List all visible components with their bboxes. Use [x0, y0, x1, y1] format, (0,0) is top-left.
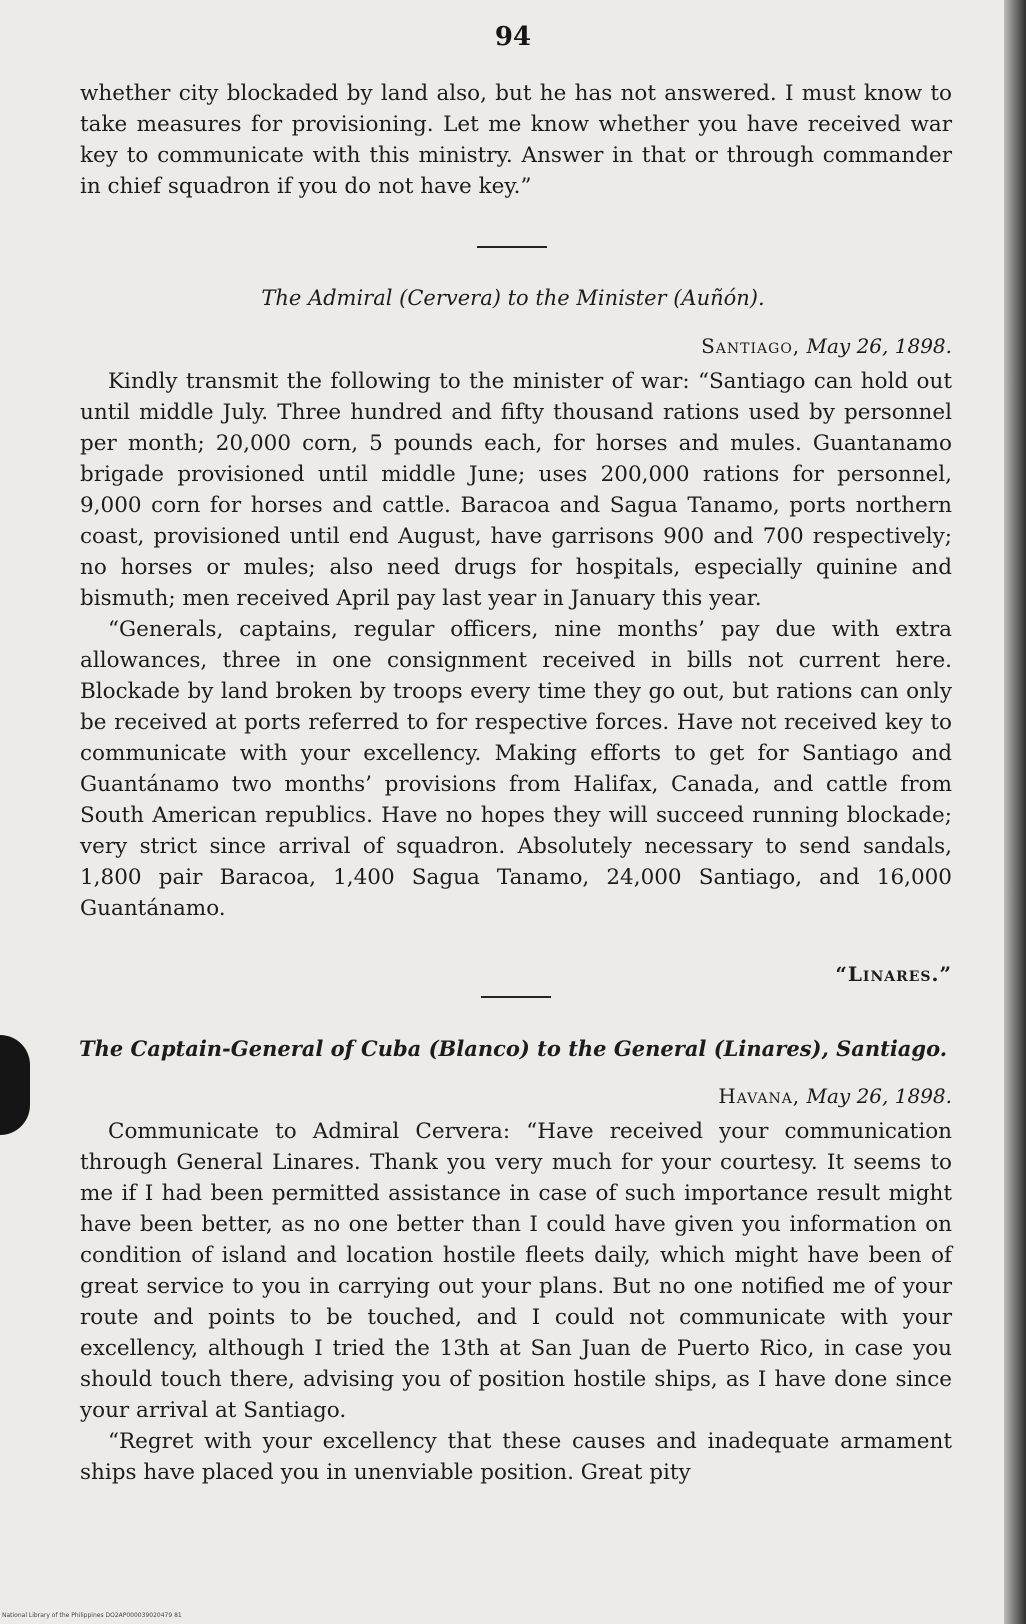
paragraph: Communicate to Admiral Cervera: “Have received your communication through General Linares. Thank you very much for your courtesy. It seems to me if I had been permitted assistance in case of such importance result might have been better, as no one better than I could have given you information on condition of island and location hostile fleets daily, which might have been of great service to you in carrying out your plans. But no one notified me of your route and points to be touched, and I could not communicate with your excellency, although I tried the 13th at San Juan de Puerto Rico, in case you should touch there, advising you of position hostile ships, as I have done since your arrival at Santiago.	[80, 1119, 952, 1423]
signature-linares: “Linares.”	[835, 962, 952, 986]
binding-shadow	[0, 1035, 30, 1135]
scan-footer: National Library of the Philippines DO2AP000039020479 81	[2, 1612, 182, 1619]
section-divider	[477, 246, 547, 248]
section-3-body	[80, 1116, 952, 1488]
continued-paragraph: whether city blockaded by land also, but he has not answered. I must know to take measures for provisioning. Let me know whether you have received war key to communicate with this ministry. Answer in that or through commander in chief squadron if you do not have key.”	[80, 81, 952, 199]
letter-heading-cervera: The Admiral (Cervera) to the Minister (Auñón).	[261, 286, 765, 310]
section-1	[80, 78, 952, 202]
section-divider	[481, 996, 551, 998]
dateline-date: May 26, 1898.	[806, 334, 952, 358]
dateline-havana	[718, 1084, 952, 1108]
dateline-place: Santiago,	[701, 334, 801, 358]
dateline-place: Havana,	[718, 1084, 801, 1108]
paragraph: “Generals, captains, regular officers, nine months’ pay due with extra allowances, three in one consignment received in bills not current here. Blockade by land broken by troops every time they go out, but rations can only be received at ports referred to for respective forces. Have not received key to communicate with your excellency. Making efforts to get for Santiago and Guantánamo two months’ provisions from Halifax, Canada, and cattle from South American republics. Have no hopes they will succeed running blockade; very strict since arrival of squadron. Absolutely necessary to send sandals, 1,800 pair Baracoa, 1,400 Sagua Tanamo, 24,000 Santiago, and 16,000 Guantánamo.	[80, 617, 952, 921]
paragraph: Kindly transmit the following to the minister of war: “Santiago can hold out until middle July. Three hundred and fifty thousand rations used by personnel per month; 20,000 corn, 5 pounds each, for horses and mules. Guantanamo brigade provisioned until middle June; uses 200,000 rations for personnel, 9,000 corn for horses and cattle. Baracoa and Sagua Tanamo, ports northern coast, provisioned until end August, have garrisons 900 and 700 respectively; no horses or mules; also need drugs for hospitals, especially quinine and bismuth; men received April pay last year in January this year.	[80, 369, 952, 611]
page-number: 94	[494, 22, 532, 52]
dateline-date: May 26, 1898.	[806, 1084, 952, 1108]
letter-heading-blanco: The Captain-General of Cuba (Blanco) to the General (Linares), Santiago.	[78, 1036, 948, 1061]
dateline-santiago	[701, 334, 952, 358]
paragraph: “Regret with your excellency that these causes and inadequate armament ships have placed you in unenviable position. Great pity	[80, 1429, 952, 1485]
section-2-body	[80, 366, 952, 924]
